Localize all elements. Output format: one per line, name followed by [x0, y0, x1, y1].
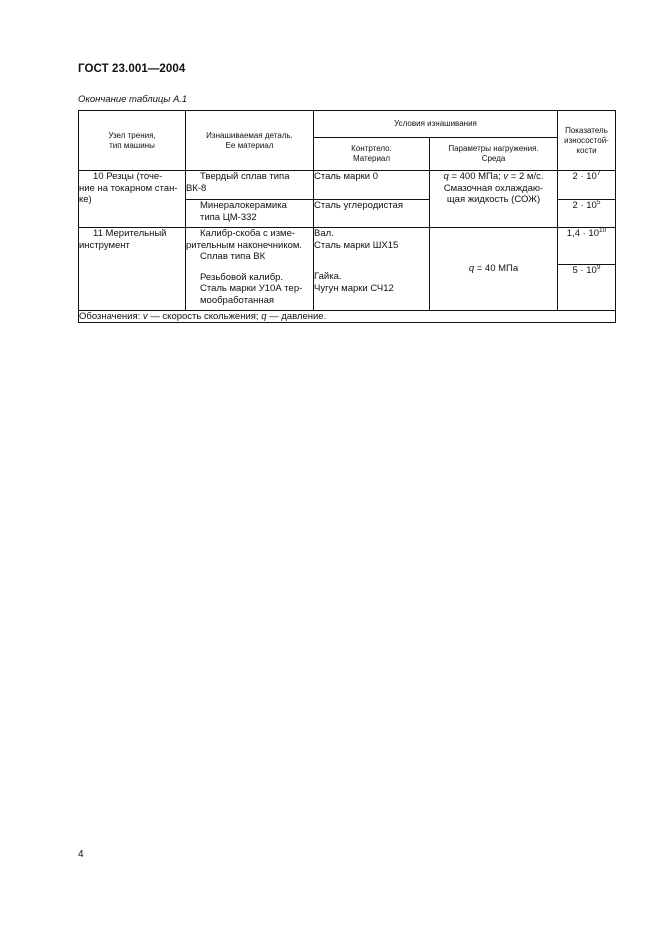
header-load-params — [430, 138, 558, 171]
header-node-line: тип машины — [109, 140, 155, 150]
part-spacer — [186, 263, 313, 272]
page-number: 4 — [78, 849, 84, 860]
wear-value-base: 2 · 10 — [572, 171, 597, 182]
wear-value-cell — [558, 200, 616, 228]
header-load-line: Среда — [481, 154, 506, 163]
part-line: ВК-8 — [186, 182, 207, 194]
load-line: щая жидкость (СОЖ) — [446, 194, 541, 205]
part-cell — [186, 200, 314, 228]
header-part-line: Ее материал — [225, 140, 274, 150]
note-v-symbol: v — [142, 311, 148, 322]
load-line: q = 400 МПа; v = 2 м/с. — [443, 171, 544, 182]
wear-value-exponent: 10 — [598, 227, 607, 234]
part-line: мообработанная — [200, 294, 275, 306]
header-part — [186, 111, 314, 171]
table-row — [79, 171, 616, 200]
header-conditions: Условия изнашивания — [314, 111, 558, 138]
load-cell — [430, 228, 558, 311]
header-wear-line: кости — [576, 145, 597, 155]
table-row — [79, 228, 616, 265]
header-load-line: Параметры нагружения. — [448, 144, 539, 153]
load-cell — [430, 171, 558, 228]
wear-value-exponent: 5 — [596, 199, 601, 206]
note-lead: Обозначения: — [79, 311, 143, 322]
document-code: ГОСТ 23.001—2004 — [78, 63, 186, 75]
counterbody-text: Сталь марки 0 — [314, 171, 379, 182]
wear-conditions-table — [78, 110, 616, 323]
counterbody-cell — [314, 228, 430, 311]
node-line: ке) — [79, 194, 92, 205]
counterbody-cell — [314, 200, 430, 228]
load-line: q = 40 МПа — [468, 263, 519, 275]
part-cell — [186, 228, 314, 311]
part-line: типа ЦМ-332 — [200, 211, 257, 223]
part-line: Минералокерамика — [200, 200, 287, 211]
wear-value-base: 2 · 10 — [572, 200, 597, 211]
node-line: ние на токарном стан- — [79, 182, 178, 194]
counterbody-line: Гайка. — [314, 271, 342, 282]
part-line: Твердый сплав типа — [200, 171, 290, 182]
table-note — [79, 311, 616, 323]
header-wear-line: износостой- — [564, 135, 609, 145]
node-cell — [79, 171, 186, 228]
header-wear-line: Показатель — [565, 125, 608, 135]
wear-value-base: 5 · 10 — [572, 265, 597, 276]
wear-value-exponent: 9 — [596, 264, 601, 271]
table-caption: Окончание таблицы А.1 — [78, 94, 188, 105]
counterbody-text: Сталь углеродистая — [314, 200, 403, 211]
counterbody-spacer — [314, 251, 429, 271]
part-cell — [186, 171, 314, 200]
node-cell — [79, 228, 186, 311]
node-line: 10 Резцы (точе- — [93, 171, 163, 182]
part-line: рительным наконечником. — [186, 239, 303, 251]
wear-value-exponent: 7 — [596, 170, 601, 177]
header-counterbody — [314, 138, 430, 171]
part-line: Калибр-скоба с изме- — [200, 228, 296, 239]
wear-value-base: 1,4 · 10 — [566, 228, 599, 239]
table-note-row — [79, 311, 616, 323]
part-line: Сталь марки У10А тер- — [200, 283, 303, 294]
node-line: инструмент — [79, 239, 130, 251]
header-part-line: Изнашиваемая деталь. — [206, 130, 293, 140]
header-counter-line: Материал — [352, 154, 391, 163]
wear-value-cell — [558, 265, 616, 311]
note-v-text: — скорость скольжения; — [147, 311, 262, 322]
wear-value-cell — [558, 171, 616, 200]
header-wear-resistance — [558, 111, 616, 171]
wear-value-cell — [558, 228, 616, 265]
counterbody-line: Вал. — [314, 228, 334, 239]
part-line: Сплав типа ВК — [200, 251, 266, 262]
counterbody-line: Сталь марки ШХ15 — [314, 239, 399, 251]
note-q-symbol: q — [261, 311, 267, 322]
counterbody-cell — [314, 171, 430, 200]
node-line: 11 Мерительный — [93, 228, 167, 239]
header-node-line: Узел трения, — [108, 130, 156, 140]
header-node — [79, 111, 186, 171]
note-q-text: — давление. — [266, 311, 327, 322]
header-counter-line: Контртело. — [351, 144, 392, 153]
load-line: Смазочная охлаждаю- — [443, 182, 544, 194]
counterbody-line: Чугун марки СЧ12 — [314, 282, 394, 294]
part-line: Резьбовой калибр. — [200, 271, 284, 283]
